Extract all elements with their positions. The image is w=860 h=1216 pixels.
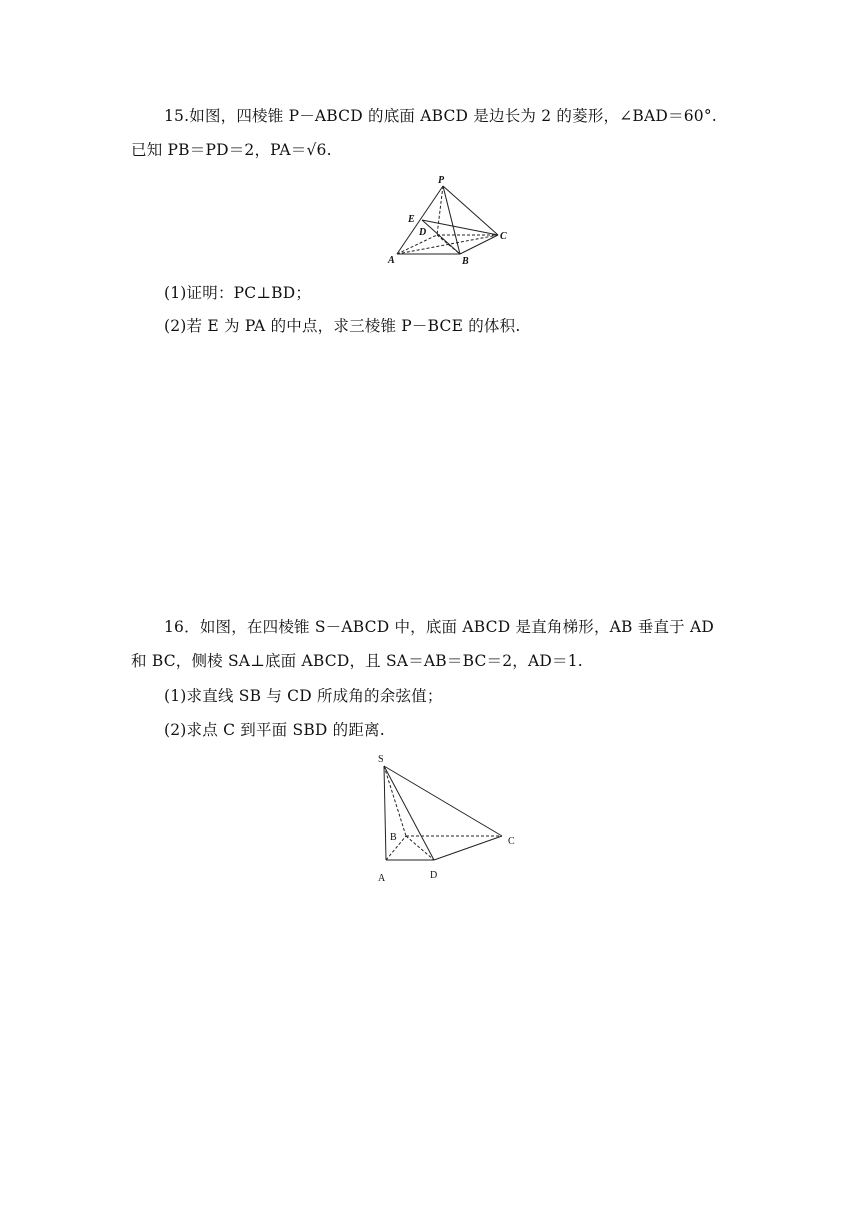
- label-C: C: [500, 231, 507, 242]
- problem16-statement-line2: 和 BC，侧棱 SA⊥底面 ABCD，且 SA＝AB＝BC＝2，AD＝1.: [131, 652, 583, 670]
- edge-PC: [443, 186, 498, 235]
- label-A: A: [378, 873, 386, 884]
- edge-SC: [384, 766, 502, 836]
- problem15-figure: [380, 172, 520, 270]
- problem15-statement-line1: 15.如图，四棱锥 P－ABCD 的底面 ABCD 是边长为 2 的菱形，∠BAD＝60°.: [164, 107, 717, 125]
- edge-BD: [406, 836, 434, 860]
- label-S: S: [378, 754, 384, 765]
- label-D: D: [419, 227, 427, 238]
- label-B: B: [390, 832, 397, 843]
- edge-DC: [434, 836, 502, 860]
- problem15-statement-line2: 已知 PB＝PD＝2，PA＝√6.: [131, 141, 332, 159]
- problem16-part2: (2)求点 C 到平面 SBD 的距离.: [164, 721, 385, 739]
- problem15-part1: (1)证明：PC⊥BD；: [164, 284, 312, 302]
- edge-SA: [384, 766, 386, 860]
- label-A: A: [388, 255, 395, 266]
- edge-PA: [397, 186, 443, 254]
- label-C: C: [508, 836, 515, 847]
- label-B: B: [462, 256, 469, 267]
- edge-EC: [422, 220, 498, 235]
- edge-SD: [384, 766, 434, 860]
- problem15-part2: (2)若 E 为 PA 的中点，求三棱锥 P－BCE 的体积.: [164, 317, 521, 335]
- edge-BC: [460, 235, 498, 254]
- problem16-figure: [372, 748, 522, 888]
- problem16-statement-line1: 16．如图，在四棱锥 S－ABCD 中，底面 ABCD 是直角梯形，AB 垂直于 AD: [164, 618, 715, 636]
- problem16-part1: (1)求直线 SB 与 CD 所成角的余弦值；: [164, 687, 443, 705]
- label-P: P: [438, 175, 445, 186]
- label-D: D: [430, 870, 438, 881]
- label-E: E: [408, 214, 415, 225]
- edge-AC: [397, 235, 498, 254]
